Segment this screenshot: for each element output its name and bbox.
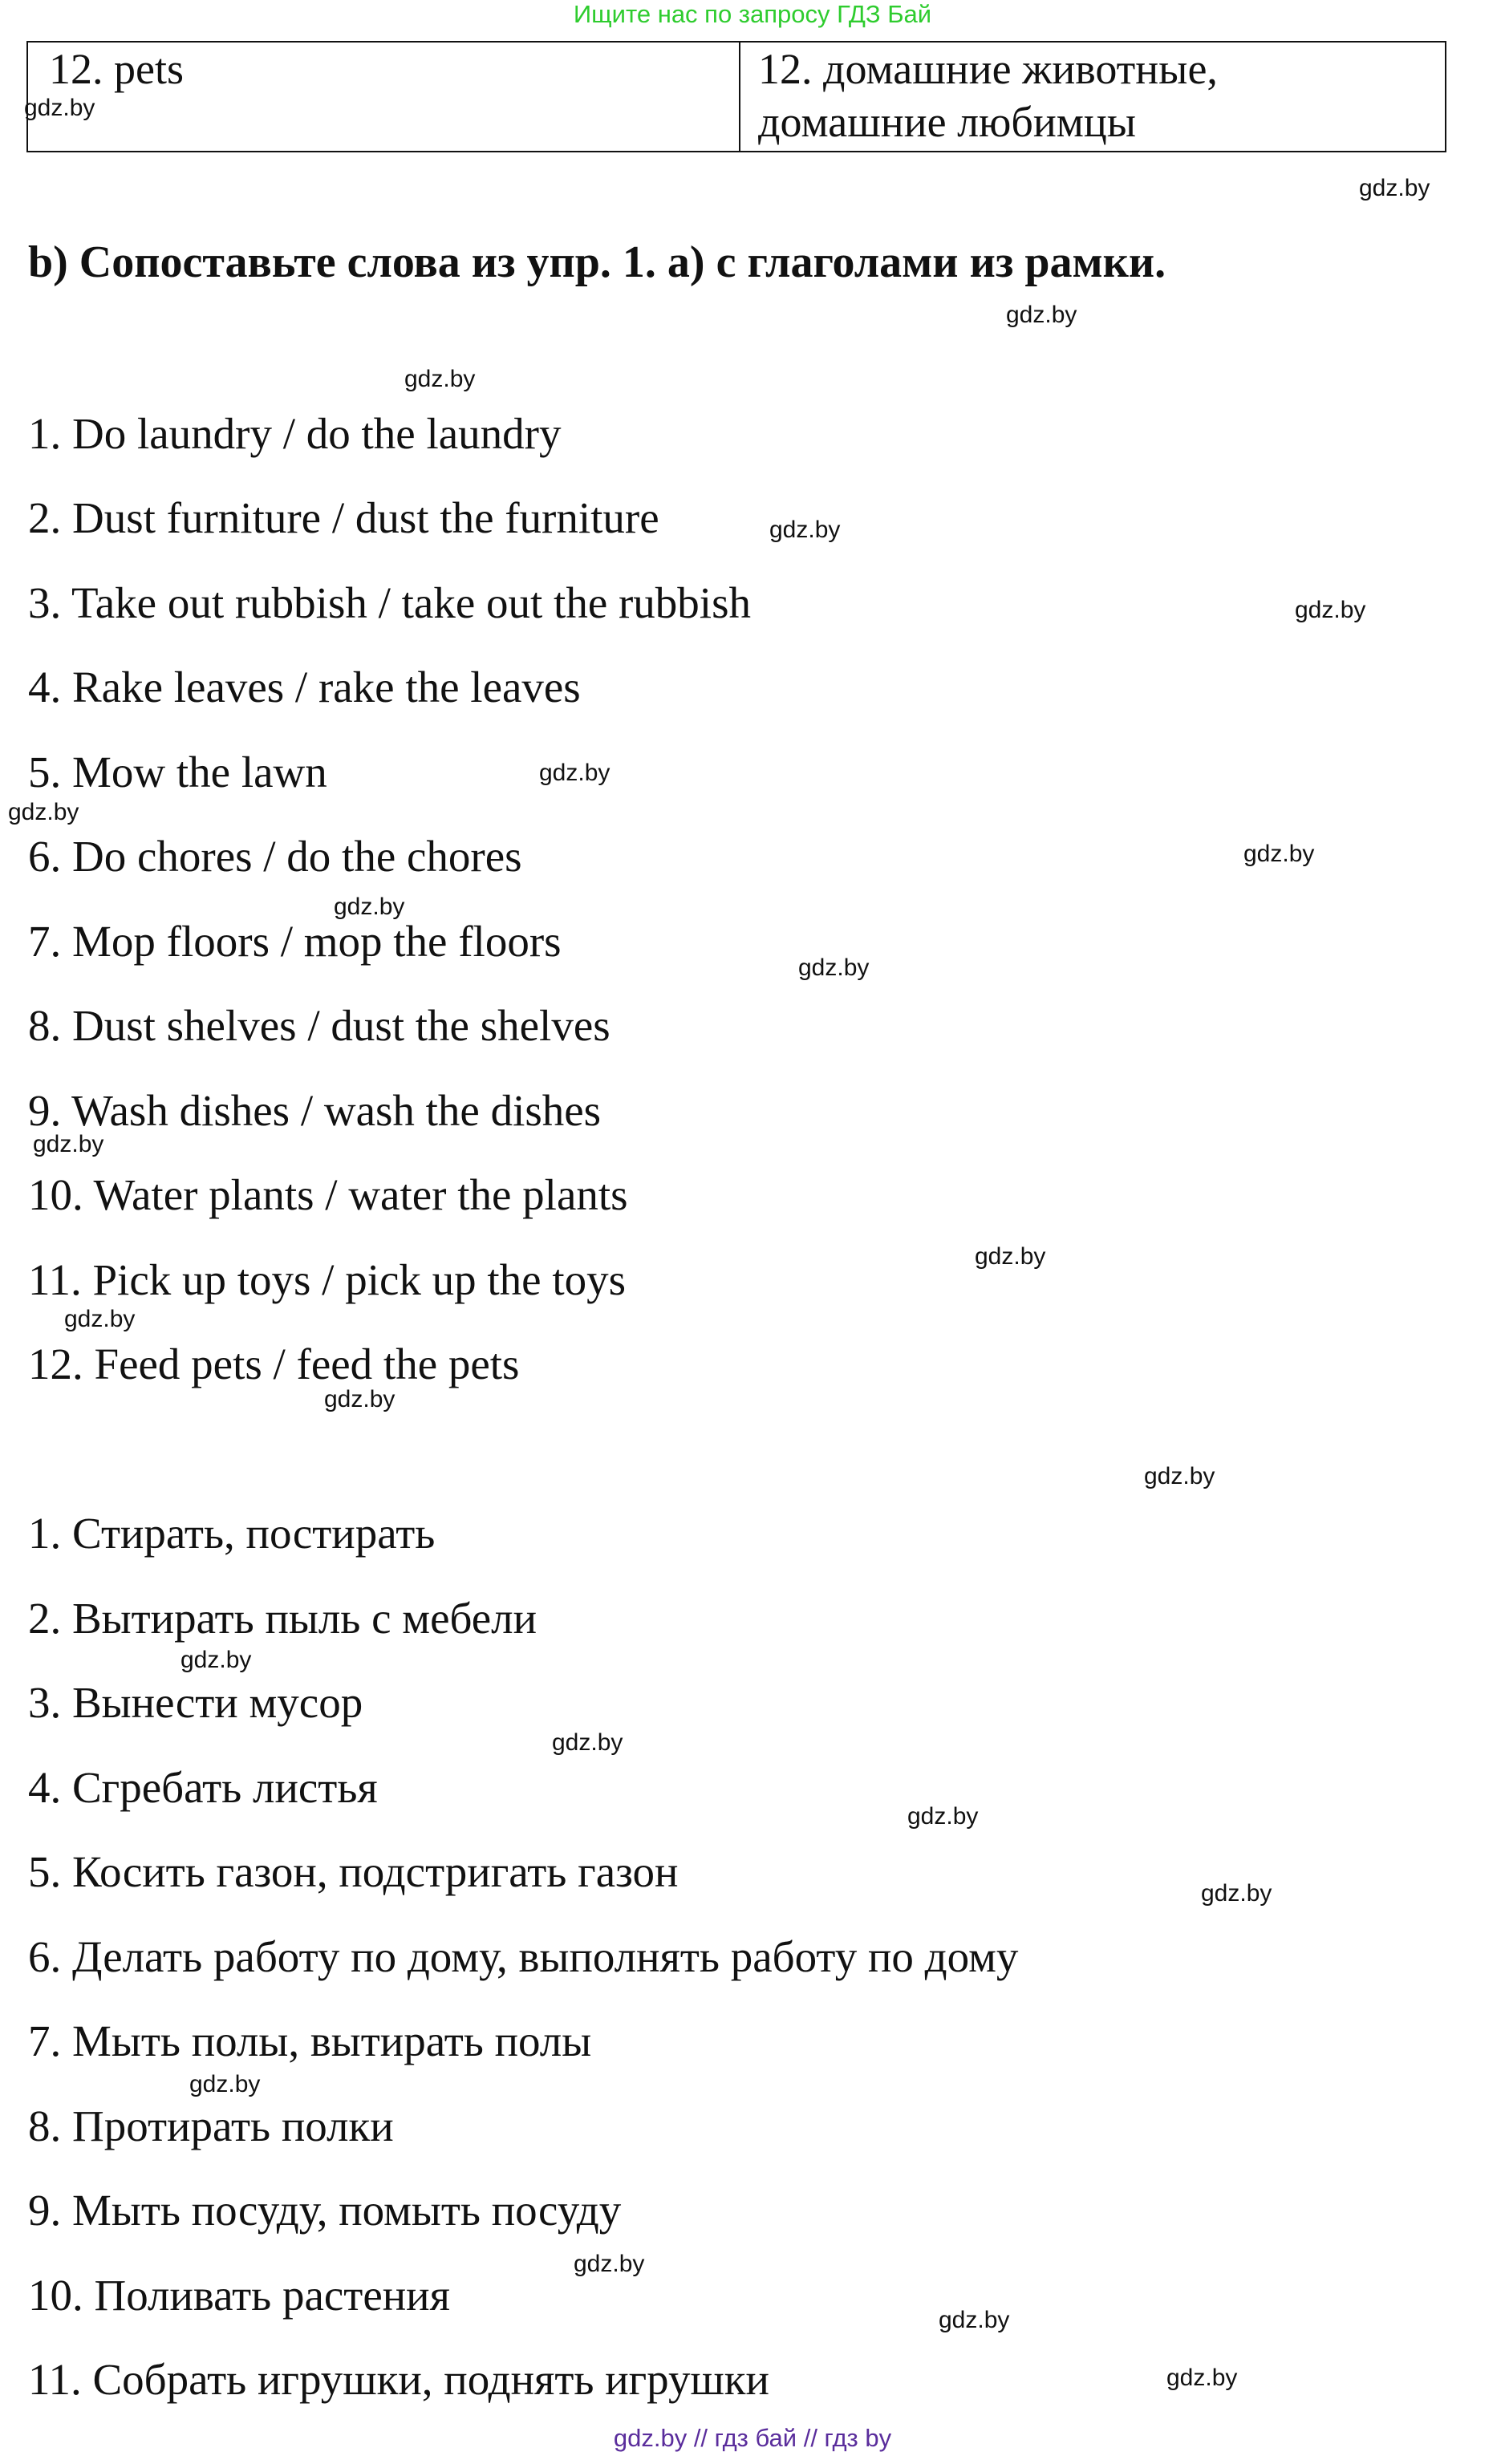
- list-item: 9. Мыть посуду, помыть посуду: [28, 2186, 622, 2235]
- list-item: 6. Do chores / do the chores: [28, 832, 522, 881]
- watermark: gdz.by: [334, 894, 405, 920]
- list-item: 8. Протирать полки: [28, 2101, 394, 2150]
- list-item: 11. Собрать игрушки, поднять игрушки: [28, 2355, 769, 2404]
- watermark: gdz.by: [975, 1243, 1046, 1270]
- list-item: 3. Take out rubbish / take out the rubbish: [28, 578, 751, 627]
- list-item: 9. Wash dishes / wash the dishes: [28, 1086, 602, 1135]
- list-item: 2. Вытирать пыль с мебели: [28, 1594, 538, 1643]
- list-item: 5. Косить газон, подстригать газон: [28, 1847, 679, 1896]
- watermark: gdz.by: [798, 954, 870, 981]
- list-item: 2. Dust furniture / dust the furniture: [28, 493, 659, 542]
- translation-line: 12. домашние животные,: [758, 45, 1218, 93]
- list-item: 7. Мыть полы, вытирать полы: [28, 2016, 592, 2065]
- watermark: gdz.by: [1166, 2365, 1238, 2391]
- list-item: 7. Mop floors / mop the floors: [28, 917, 562, 966]
- list-item: 3. Вынести мусор: [28, 1678, 363, 1727]
- list-item: 4. Сгребать листья: [28, 1763, 378, 1812]
- watermark: gdz.by: [404, 366, 476, 392]
- watermark: gdz.by: [907, 1803, 979, 1830]
- list-item: 12. Feed pets / feed the pets: [28, 1339, 520, 1388]
- watermark: gdz.by: [8, 799, 79, 825]
- list-item: 8. Dust shelves / dust the shelves: [28, 1001, 611, 1050]
- watermark: gdz.by: [552, 1729, 623, 1756]
- watermark: gdz.by: [1295, 597, 1366, 623]
- list-item: 10. Поливать растения: [28, 2271, 450, 2320]
- watermark: gdz.by: [33, 1131, 104, 1157]
- watermark: gdz.by: [324, 1386, 396, 1412]
- watermark: gdz.by: [539, 760, 611, 786]
- list-item: 10. Water plants / water the plants: [28, 1170, 628, 1219]
- watermark: gdz.by: [1201, 1880, 1272, 1907]
- table-cell-russian: [740, 42, 1446, 152]
- search-notice: Ищите нас по запросу ГДЗ Бай: [573, 0, 932, 28]
- exercise-heading: b) Сопоставьте слова из упр. 1. a) с глаголами из рамки.: [28, 237, 1166, 287]
- footer-links[interactable]: gdz.by // гдз бай // гдз by: [613, 2424, 892, 2452]
- list-item: 1. Do laundry / do the laundry: [28, 409, 562, 458]
- watermark: gdz.by: [64, 1306, 136, 1332]
- watermark: gdz.by: [939, 2307, 1010, 2333]
- watermark: gdz.by: [769, 517, 841, 543]
- watermark: gdz.by: [24, 95, 95, 121]
- watermark: gdz.by: [189, 2071, 261, 2097]
- watermark: gdz.by: [574, 2251, 645, 2277]
- list-item: 6. Делать работу по дому, выполнять работу по дому: [28, 1932, 1019, 1981]
- translation-line: домашние любимцы: [758, 98, 1137, 146]
- list-item: 1. Стирать, постирать: [28, 1509, 436, 1558]
- list-item: 11. Pick up toys / pick up the toys: [28, 1255, 627, 1304]
- watermark: gdz.by: [1243, 841, 1315, 867]
- watermark: gdz.by: [181, 1647, 252, 1673]
- vocabulary-table: [26, 41, 1446, 152]
- watermark: gdz.by: [1006, 302, 1077, 328]
- watermark: gdz.by: [1144, 1463, 1215, 1489]
- table-row: [27, 42, 1446, 152]
- list-item: 4. Rake leaves / rake the leaves: [28, 663, 581, 711]
- watermark: gdz.by: [1359, 175, 1430, 201]
- table-cell-english: 12. pets: [27, 42, 740, 152]
- list-item: 5. Mow the lawn: [28, 748, 327, 796]
